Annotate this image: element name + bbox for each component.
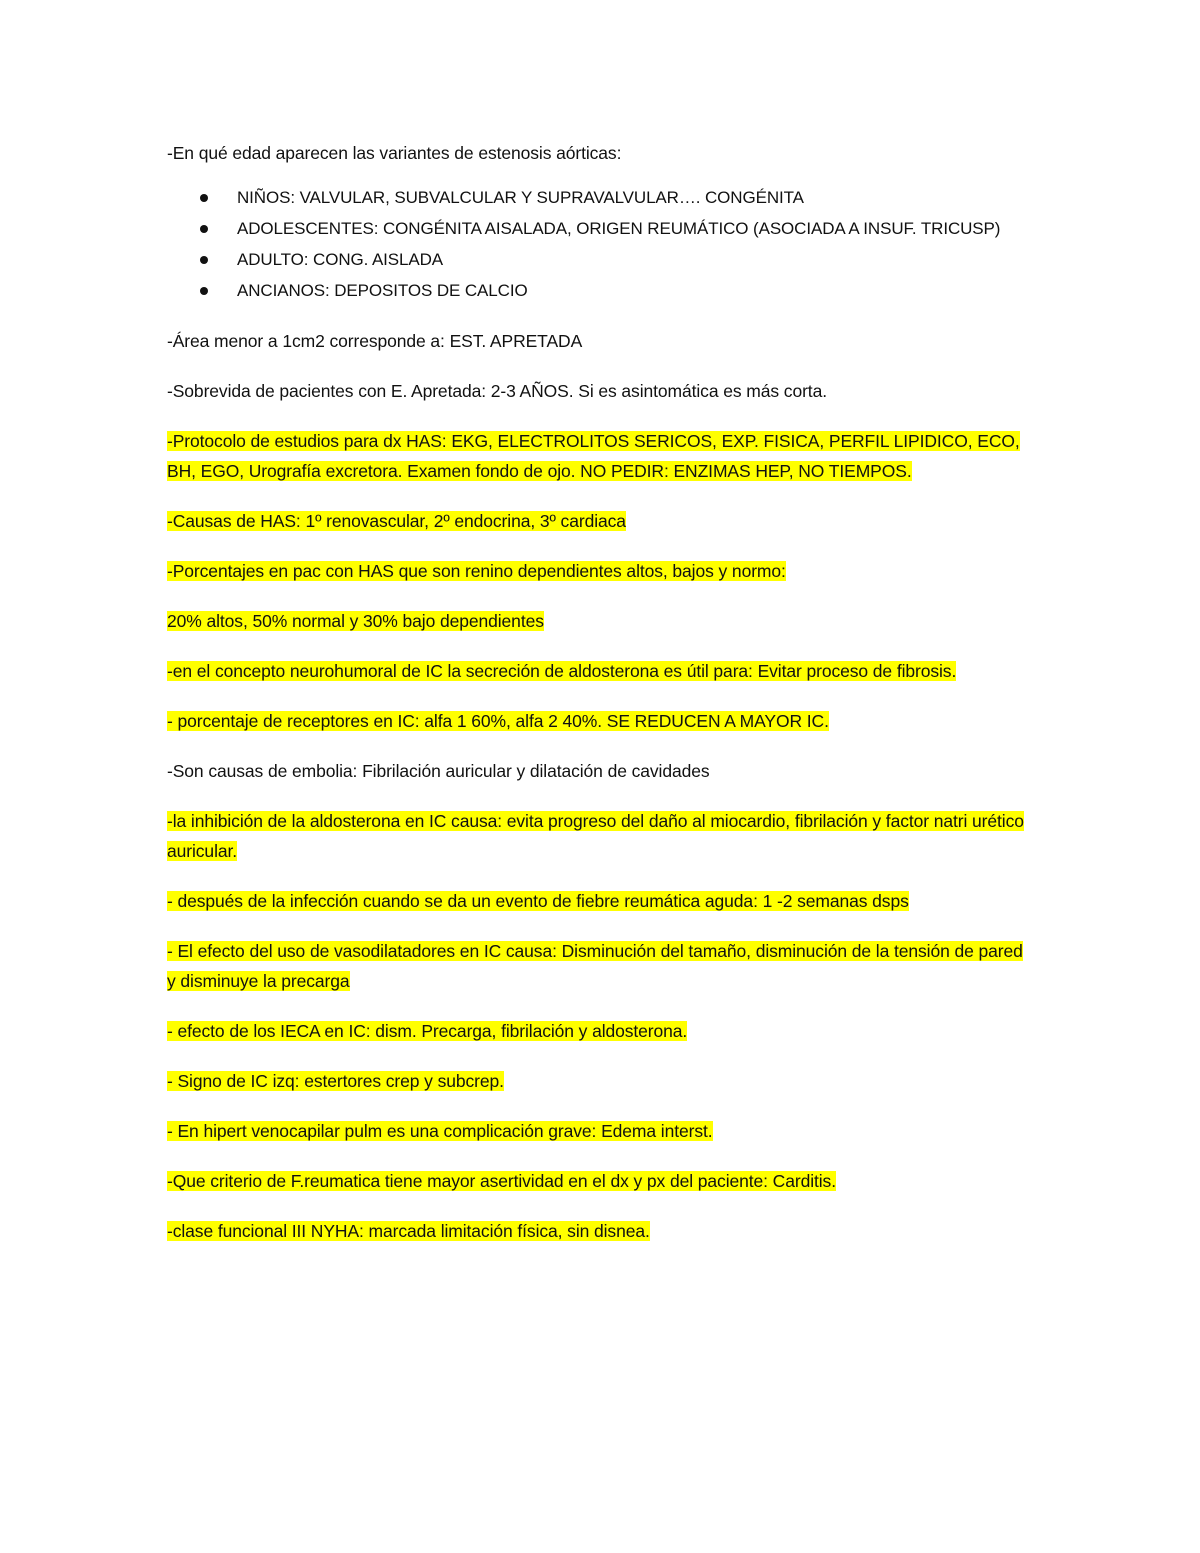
bullet-icon xyxy=(200,225,208,233)
paragraph-text: -la inhibición de la aldosterona en IC causa: evita progreso del daño al miocardio, fibrilación y factor natri urético auricular. xyxy=(167,811,1024,861)
paragraph-text: -Protocolo de estudios para dx HAS: EKG, ELECTROLITOS SERICOS, EXP. FISICA, PERFIL LIPIDICO, ECO, BH, EGO, Urografía excretora. Examen fondo de ojo. NO PEDIR: ENZIMAS HEP, NO TIEMPOS. xyxy=(167,431,1020,481)
paragraph xyxy=(167,606,1027,636)
paragraph-text: - después de la infección cuando se da un evento de fiebre reumática aguda: 1 -2 semanas dsps xyxy=(167,891,909,911)
document-body xyxy=(167,138,1027,1266)
paragraph xyxy=(167,1066,1027,1096)
paragraph-text: - porcentaje de receptores en IC: alfa 1 60%, alfa 2 40%. SE REDUCEN A MAYOR IC. xyxy=(167,711,829,731)
paragraph xyxy=(167,506,1027,536)
list-item xyxy=(167,213,1027,244)
paragraph xyxy=(167,706,1027,736)
paragraph xyxy=(167,556,1027,586)
notes-paragraphs xyxy=(167,326,1027,1246)
paragraph-text: -en el concepto neurohumoral de IC la secreción de aldosterona es útil para: Evitar proceso de fibrosis. xyxy=(167,661,957,681)
paragraph-text: - En hipert venocapilar pulm es una complicación grave: Edema interst. xyxy=(167,1121,713,1141)
paragraph xyxy=(167,1116,1027,1146)
bullet-icon xyxy=(200,287,208,295)
intro-text: -En qué edad aparecen las variantes de estenosis aórticas: xyxy=(167,143,622,163)
paragraph-text: - Signo de IC izq: estertores crep y subcrep. xyxy=(167,1071,504,1091)
paragraph-text: - efecto de los IECA en IC: dism. Precarga, fibrilación y aldosterona. xyxy=(167,1021,688,1041)
paragraph xyxy=(167,936,1027,996)
paragraph-text: -Porcentajes en pac con HAS que son renino dependientes altos, bajos y normo: xyxy=(167,561,786,581)
paragraph xyxy=(167,1216,1027,1246)
bullet-icon xyxy=(200,256,208,264)
age-variants-list xyxy=(167,182,1027,306)
list-item xyxy=(167,244,1027,275)
paragraph xyxy=(167,1166,1027,1196)
list-item xyxy=(167,182,1027,213)
paragraph-text: -Área menor a 1cm2 corresponde a: EST. APRETADA xyxy=(167,331,583,351)
list-item-text: NIÑOS: VALVULAR, SUBVALCULAR Y SUPRAVALVULAR…. CONGÉNITA xyxy=(237,188,804,207)
paragraph xyxy=(167,1016,1027,1046)
paragraph-text: -Son causas de embolia: Fibrilación auricular y dilatación de cavidades xyxy=(167,761,710,781)
list-item-text: ANCIANOS: DEPOSITOS DE CALCIO xyxy=(237,281,528,300)
paragraph-text: -clase funcional III NYHA: marcada limitación física, sin disnea. xyxy=(167,1221,650,1241)
paragraph-text: -Que criterio de F.reumatica tiene mayor asertividad en el dx y px del paciente: Carditis. xyxy=(167,1171,836,1191)
paragraph xyxy=(167,756,1027,786)
list-item-text: ADOLESCENTES: CONGÉNITA AISALADA, ORIGEN REUMÁTICO (ASOCIADA A INSUF. TRICUSP) xyxy=(237,219,1001,238)
paragraph xyxy=(167,426,1027,486)
list-item-text: ADULTO: CONG. AISLADA xyxy=(237,250,444,269)
paragraph-text: - El efecto del uso de vasodilatadores en IC causa: Disminución del tamaño, disminución de la tensión de pared y disminuye la precarga xyxy=(167,941,1023,991)
paragraph-text: 20% altos, 50% normal y 30% bajo dependientes xyxy=(167,611,544,631)
paragraph xyxy=(167,656,1027,686)
paragraph xyxy=(167,326,1027,356)
paragraph-text: -Sobrevida de pacientes con E. Apretada: 2-3 AÑOS. Si es asintomática es más corta. xyxy=(167,381,827,401)
list-item xyxy=(167,275,1027,306)
intro-question xyxy=(167,138,1027,168)
paragraph xyxy=(167,376,1027,406)
paragraph xyxy=(167,806,1027,866)
paragraph xyxy=(167,886,1027,916)
paragraph-text: -Causas de HAS: 1º renovascular, 2º endocrina, 3º cardiaca xyxy=(167,511,626,531)
bullet-icon xyxy=(200,194,208,202)
